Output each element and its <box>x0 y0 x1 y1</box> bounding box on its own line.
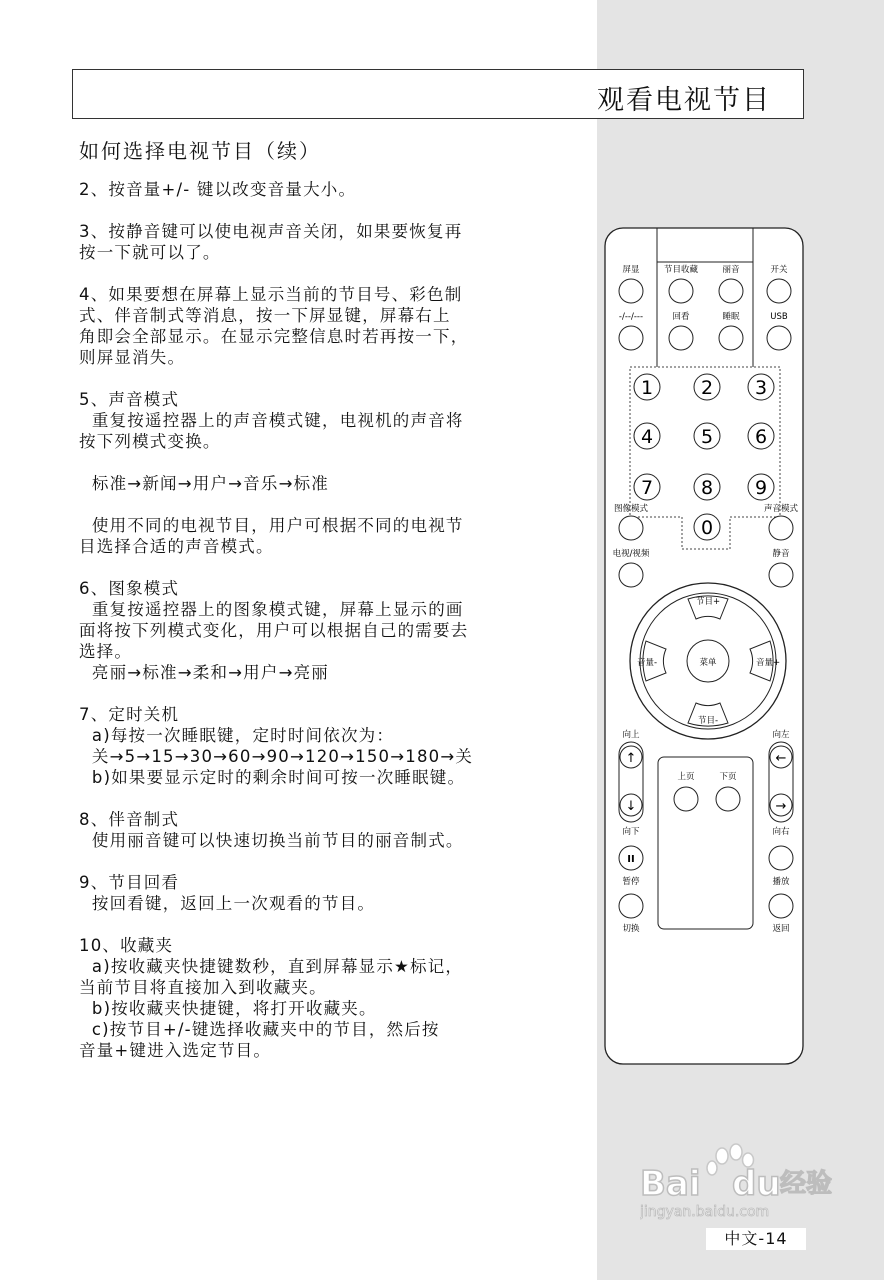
label-page-down: 下页 <box>719 772 737 782</box>
digit-label: 0 <box>700 517 714 539</box>
digit-label: 5 <box>700 426 714 448</box>
label-picture-mode: 图像模式 <box>613 504 649 514</box>
text-line: 使用丽音键可以快速切换当前节目的丽音制式。 <box>79 831 464 850</box>
tv-video-button[interactable] <box>619 563 643 587</box>
label-pause: 暂停 <box>622 877 640 887</box>
text-line: 使用不同的电视节目，用户可根据不同的电视节 <box>79 516 464 535</box>
text-line: 目选择合适的声音模式。 <box>79 537 274 556</box>
blank-line <box>79 452 594 473</box>
play-button[interactable] <box>769 846 793 870</box>
text-line: b)按收藏夹快捷键，将打开收藏夹。 <box>79 999 377 1018</box>
screen-display-button[interactable] <box>619 279 643 303</box>
label-volume-up: 音量+ <box>755 658 781 668</box>
label-switch: 切换 <box>622 924 640 934</box>
label-up: 向上 <box>622 730 640 740</box>
label-digit-mode: -/--/--- <box>618 312 644 322</box>
baidu-jingyan-watermark <box>640 1140 840 1220</box>
text-line: 重复按遥控器上的声音模式键，电视机的声音将 <box>79 411 464 430</box>
text-line: b)如果要显示定时的剩余时间可按一次睡眠键。 <box>79 768 466 787</box>
digit-label: 8 <box>700 477 714 499</box>
text-line: a)按收藏夹快捷键数秒，直到屏幕显示★标记， <box>79 957 464 976</box>
blank-line <box>79 851 594 872</box>
digit-label: 6 <box>754 426 768 448</box>
page-number: 中文-14 <box>706 1228 806 1250</box>
blank-line <box>79 200 594 221</box>
label-screen-display: 屏显 <box>622 265 640 275</box>
digit-label: 4 <box>640 426 654 448</box>
body-text <box>79 179 594 1061</box>
watermark-url: jingyan.baidu.com <box>640 1204 770 1220</box>
text-line: 关→5→15→30→60→90→120→150→180→关 <box>79 747 474 766</box>
power-button[interactable] <box>767 279 791 303</box>
text-line: a)每按一次睡眠键，定时时间依次为： <box>79 726 395 745</box>
page-down-button[interactable] <box>716 787 740 811</box>
down-arrow-icon: ↓ <box>625 799 637 814</box>
text-line: 面将按下列模式变化，用户可以根据自己的需要去 <box>79 621 469 640</box>
right-arrow-icon: → <box>775 799 787 814</box>
recall-button[interactable] <box>669 326 693 350</box>
text-line: 7、定时关机 <box>79 705 180 724</box>
digit-label: 9 <box>754 477 768 499</box>
label-mute: 静音 <box>772 549 790 559</box>
page-title: 观看电视节目 <box>597 85 771 116</box>
text-line: 8、伴音制式 <box>79 810 180 829</box>
sleep-button[interactable] <box>719 326 743 350</box>
label-usb: USB <box>770 312 788 322</box>
section-heading: 如何选择电视节目（续） <box>79 139 321 163</box>
text-line: 式、伴音制式等消息，按一下屏显键，屏幕右上 <box>79 306 451 325</box>
blank-line <box>79 494 594 515</box>
digit-label: 1 <box>640 377 654 399</box>
usb-button[interactable] <box>767 326 791 350</box>
pause-icon: II <box>627 854 635 865</box>
picture-mode-button[interactable] <box>619 516 643 540</box>
digit-label: 2 <box>700 377 714 399</box>
label-channel-down: 节目- <box>697 716 719 726</box>
text-line: 2、按音量+/- 键以改变音量大小。 <box>79 180 357 199</box>
label-sound-mode: 声音模式 <box>763 504 799 514</box>
label-menu: 菜单 <box>699 658 717 668</box>
text-line: 音量+键进入选定节目。 <box>79 1041 272 1060</box>
text-line: 4、如果要想在屏幕上显示当前的节目号、彩色制 <box>79 285 463 304</box>
mute-button[interactable] <box>769 563 793 587</box>
blank-line <box>79 914 594 935</box>
text-line: 5、声音模式 <box>79 390 180 409</box>
label-channel-up: 节目+ <box>695 597 721 607</box>
text-line: 亮丽→标准→柔和→用户→亮丽 <box>79 663 329 682</box>
text-line: 则屏显消失。 <box>79 348 186 367</box>
blank-line <box>79 557 594 578</box>
text-line: 标准→新闻→用户→音乐→标准 <box>79 474 329 493</box>
text-line: 9、节目回看 <box>79 873 180 892</box>
label-left: 向左 <box>772 730 790 740</box>
left-arrow-icon: ← <box>775 751 787 766</box>
text-line: 按一下就可以了。 <box>79 243 221 262</box>
page-up-button[interactable] <box>674 787 698 811</box>
text-line: 10、收藏夹 <box>79 936 174 955</box>
blank-line <box>79 788 594 809</box>
text-line: 选择。 <box>79 642 133 661</box>
digit-label: 3 <box>754 377 768 399</box>
watermark-cn: 经验 <box>780 1169 833 1199</box>
label-down: 向下 <box>622 827 640 837</box>
up-arrow-icon: ↑ <box>625 751 637 766</box>
nicam-button[interactable] <box>719 279 743 303</box>
digit-mode-button[interactable] <box>619 326 643 350</box>
text-line: 当前节目将直接加入到收藏夹。 <box>79 978 327 997</box>
blank-line <box>79 263 594 284</box>
text-line: 角即会全部显示。在显示完整信息时若再按一下， <box>79 327 469 346</box>
blank-line <box>79 683 594 704</box>
label-back: 返回 <box>772 924 790 934</box>
label-volume-down: 音量- <box>636 658 658 668</box>
label-favorite: 节目收藏 <box>663 265 699 275</box>
label-sleep: 睡眠 <box>722 312 740 322</box>
text-line: 按回看键，返回上一次观看的节目。 <box>79 894 376 913</box>
label-recall: 回看 <box>672 312 690 322</box>
watermark-brand: Bai <box>640 1164 701 1204</box>
watermark-brand-2: du <box>732 1164 781 1204</box>
title-box <box>72 69 804 119</box>
text-line: 重复按遥控器上的图象模式键，屏幕上显示的画 <box>79 600 464 619</box>
favorite-button[interactable] <box>669 279 693 303</box>
text-line: c)按节目+/-键选择收藏夹中的节目，然后按 <box>79 1020 440 1039</box>
sound-mode-button[interactable] <box>769 516 793 540</box>
label-power: 开关 <box>770 265 788 275</box>
digit-label: 7 <box>640 477 654 499</box>
remote-control <box>604 227 804 1067</box>
text-line: 按下列模式变换。 <box>79 432 221 451</box>
text-line: 3、按静音键可以使电视声音关闭，如果要恢复再 <box>79 222 463 241</box>
label-tv-video: 电视/视频 <box>612 549 650 559</box>
label-page-up: 上页 <box>677 772 695 782</box>
back-button[interactable] <box>769 894 793 918</box>
label-right: 向右 <box>772 827 790 837</box>
label-play: 播放 <box>772 877 790 887</box>
blank-line <box>79 368 594 389</box>
switch-button[interactable] <box>619 894 643 918</box>
label-nicam: 丽音 <box>722 265 740 275</box>
text-line: 6、图象模式 <box>79 579 180 598</box>
page-panel <box>658 757 753 929</box>
